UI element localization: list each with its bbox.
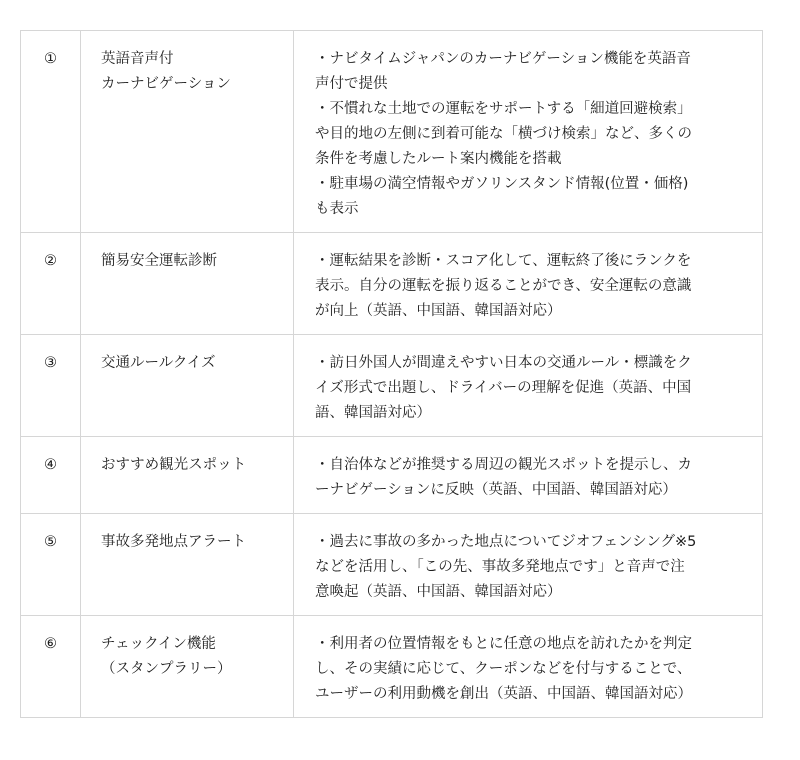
feature-name-line: チェックイン機能 (101, 636, 216, 652)
feature-name-cell (81, 514, 294, 616)
feature-description-cell (294, 514, 763, 616)
table-row (21, 437, 763, 514)
feature-name-line: （スタンプラリー） (101, 661, 232, 677)
feature-description-line: ・運転結果を診断・スコア化して、運転終了後にランクを (315, 253, 692, 269)
feature-name-line: 交通ルールクイズ (101, 355, 216, 371)
row-number: ⑤ (21, 514, 81, 616)
feature-description-line: などを活用し、「この先、事故多発地点です」と音声で注 (315, 559, 685, 575)
feature-description-line: ・不慣れな土地での運転をサポートする「細道回避検索」 (315, 101, 692, 117)
feature-name-cell (81, 31, 294, 233)
feature-name-line: 英語音声付 (101, 51, 174, 67)
table-row (21, 616, 763, 718)
table-row (21, 31, 763, 233)
feature-description-line: ・駐車場の満空情報やガソリンスタンド情報(位置・価格) (315, 176, 689, 192)
feature-description-line: ・利用者の位置情報をもとに任意の地点を訪れたかを判定 (315, 636, 692, 652)
table-row (21, 514, 763, 616)
feature-description-cell (294, 437, 763, 514)
feature-description-line: し、その実績に応じて、クーポンなどを付与することで、 (315, 661, 692, 677)
feature-name-cell (81, 335, 294, 437)
feature-description-line: も表示 (315, 201, 359, 217)
feature-description-cell (294, 616, 763, 718)
row-number: ① (21, 31, 81, 233)
feature-description-line: ・ナビタイムジャパンのカーナビゲーション機能を英語音 (315, 51, 691, 67)
feature-name-line: 簡易安全運転診断 (101, 253, 217, 269)
feature-description-line: ・過去に事故の多かった地点についてジオフェンシング※5 (315, 534, 697, 550)
table-row (21, 233, 763, 335)
feature-description-line: 表示。自分の運転を振り返ることができ、安全運転の意識 (315, 278, 692, 294)
feature-name-line: 事故多発地点アラート (101, 534, 246, 550)
row-number: ③ (21, 335, 81, 437)
row-number: ⑥ (21, 616, 81, 718)
feature-name-line: カーナビゲーション (101, 76, 231, 92)
feature-table-body (21, 31, 763, 718)
feature-description-line: ユーザーの利用動機を創出（英語、中国語、韓国語対応） (315, 686, 692, 702)
feature-description-line: ーナビゲーションに反映（英語、中国語、韓国語対応） (315, 482, 677, 498)
feature-description-line: ・自治体などが推奨する周辺の観光スポットを提示し、カ (315, 457, 692, 473)
feature-description-line: 条件を考慮したルート案内機能を搭載 (315, 151, 562, 167)
feature-description-line: イズ形式で出題し、ドライバーの理解を促進（英語、中国 (315, 380, 692, 396)
row-number: ④ (21, 437, 81, 514)
feature-description-cell (294, 31, 763, 233)
feature-description-line: や目的地の左側に到着可能な「横づけ検索」など、多くの (315, 126, 692, 142)
feature-description-line: 声付で提供 (315, 76, 388, 92)
feature-description-cell (294, 335, 763, 437)
feature-description-line: ・訪日外国人が間違えやすい日本の交通ルール・標識をク (315, 355, 692, 371)
feature-description-cell (294, 233, 763, 335)
feature-name-cell (81, 616, 294, 718)
feature-description-line: が向上（英語、中国語、韓国語対応） (315, 303, 562, 319)
feature-name-line: おすすめ観光スポット (101, 457, 247, 473)
feature-name-cell (81, 233, 294, 335)
row-number: ② (21, 233, 81, 335)
feature-table (20, 30, 763, 718)
table-row (21, 335, 763, 437)
feature-description-line: 語、韓国語対応） (315, 405, 431, 421)
feature-description-line: 意喚起（英語、中国語、韓国語対応） (315, 584, 562, 600)
feature-name-cell (81, 437, 294, 514)
